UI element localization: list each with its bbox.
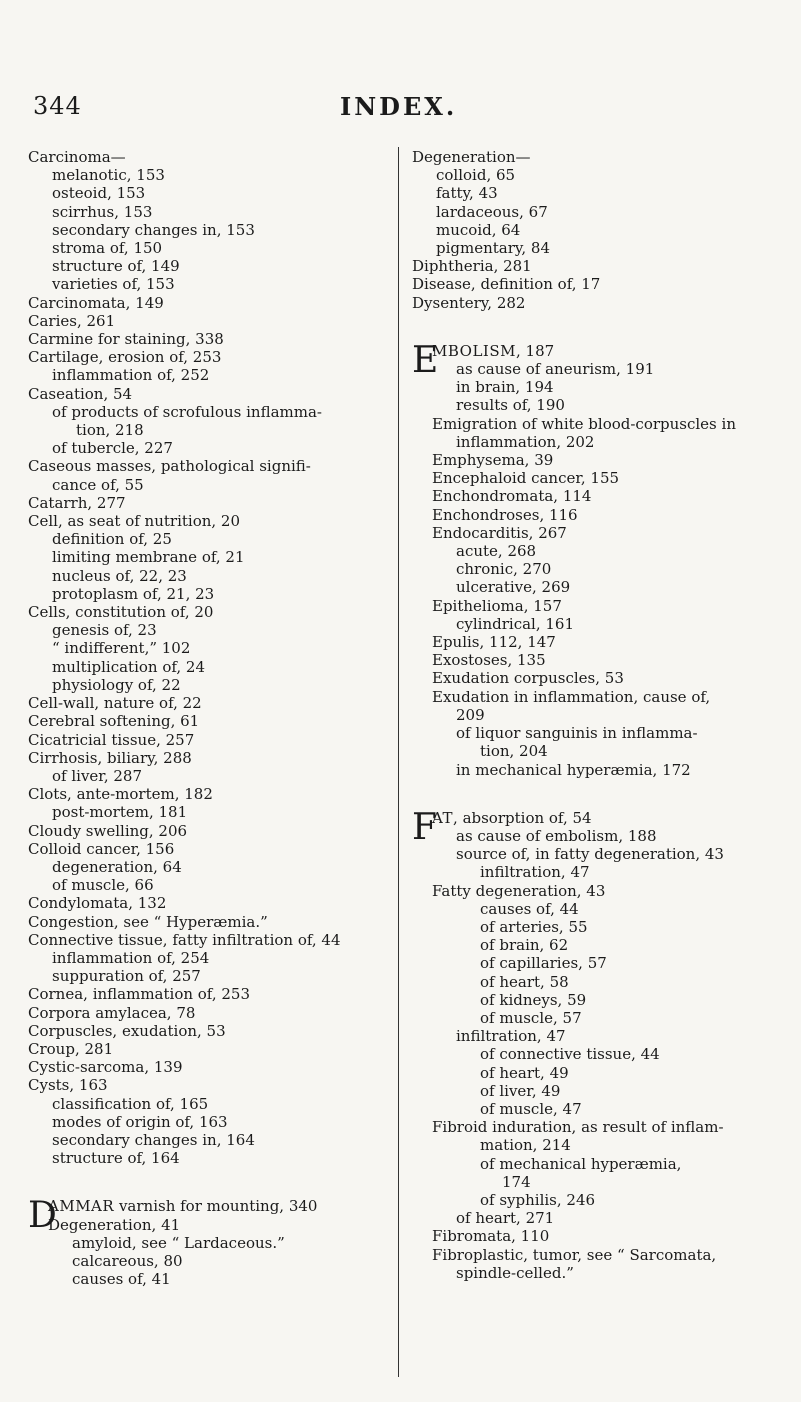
drop-cap-letter: D — [28, 1195, 57, 1237]
index-entry: Congestion, see “ Hyperæmia.” — [28, 912, 268, 931]
left-column — [28, 148, 394, 1288]
index-entry: Enchondromata, 114 — [432, 487, 592, 506]
index-entry: inflammation of, 254 — [52, 948, 210, 967]
index-entry: as cause of aneurism, 191 — [456, 360, 655, 379]
section-d — [28, 1197, 394, 1288]
index-entry: ulcerative, 269 — [456, 578, 571, 597]
index-entry: Cerebral softening, 61 — [28, 712, 200, 731]
index-entry: secondary changes in, 153 — [52, 220, 255, 239]
index-entry: of heart, 58 — [480, 972, 569, 991]
section-e — [412, 339, 797, 779]
index-entry: chronic, 270 — [456, 560, 552, 579]
index-entry: of products of scrofulous inflamma- — [52, 402, 322, 421]
index-entry: of capillaries, 57 — [480, 954, 607, 973]
index-entry: Cicatricial tissue, 257 — [28, 730, 195, 749]
index-entry: source of, in fatty degeneration, 43 — [456, 845, 724, 864]
index-entry: mucoid, 64 — [436, 220, 521, 239]
page-title: INDEX. — [340, 92, 458, 121]
index-entry: in brain, 194 — [456, 378, 554, 397]
index-entry: Epithelioma, 157 — [432, 596, 562, 615]
index-entry: Caseation, 54 — [28, 384, 133, 403]
index-entry: fatty, 43 — [436, 184, 498, 203]
index-entry: Enchondroses, 116 — [432, 505, 578, 524]
column-divider — [398, 147, 399, 1377]
index-entry: varieties of, 153 — [52, 275, 175, 294]
index-entry: 174 — [502, 1172, 531, 1191]
index-entry: structure of, 149 — [52, 257, 180, 276]
index-entry: Fibromata, 110 — [432, 1227, 550, 1246]
index-entry: of mechanical hyperæmia, — [480, 1154, 682, 1173]
index-entry: Disease, definition of, 17 — [412, 275, 601, 294]
index-entry: nucleus of, 22, 23 — [52, 566, 187, 585]
index-entry: infiltration, 47 — [456, 1027, 566, 1046]
index-entry: mation, 214 — [480, 1136, 571, 1155]
index-entry: multiplication of, 24 — [52, 657, 206, 676]
page-number: 344 — [33, 92, 82, 120]
index-entry: Encephaloid cancer, 155 — [432, 469, 620, 488]
index-entry: inflammation of, 252 — [52, 366, 210, 385]
index-entry: Emphysema, 39 — [432, 451, 554, 470]
index-entry: of arteries, 55 — [480, 917, 588, 936]
index-entry: structure of, 164 — [52, 1149, 180, 1168]
index-entry: causes of, 44 — [480, 899, 579, 918]
index-entry: Carcinomata, 149 — [28, 293, 164, 312]
index-entry: MBOLISM, 187 — [432, 341, 555, 360]
index-entry: acute, 268 — [456, 542, 537, 561]
index-entry: of muscle, 47 — [480, 1099, 582, 1118]
index-entry: Emigration of white blood-corpuscles in — [432, 414, 736, 433]
index-entry: AMMAR varnish for mounting, 340 — [48, 1197, 318, 1216]
index-entry: Carcinoma— — [28, 148, 126, 166]
index-entry: of kidneys, 59 — [480, 990, 587, 1009]
index-entry: of syphilis, 246 — [480, 1190, 596, 1209]
index-entry: Corpuscles, exudation, 53 — [28, 1021, 226, 1040]
drop-cap-letter: E — [412, 339, 439, 381]
section-d-continued — [412, 148, 797, 312]
index-entry: post-mortem, 181 — [52, 803, 188, 822]
index-entry: secondary changes in, 164 — [52, 1130, 255, 1149]
index-entry: of brain, 62 — [480, 936, 569, 955]
index-entry: cance of, 55 — [52, 475, 144, 494]
index-entry: results of, 190 — [456, 396, 565, 415]
index-entry: Dysentery, 282 — [412, 293, 526, 312]
index-entry: Cell, as seat of nutrition, 20 — [28, 512, 241, 531]
index-entry: Diphtheria, 281 — [412, 257, 532, 276]
index-entry: Clots, ante-mortem, 182 — [28, 785, 213, 804]
index-entry: genesis of, 23 — [52, 621, 157, 640]
index-entry: Degeneration— — [412, 148, 531, 166]
index-entry: of muscle, 66 — [52, 876, 154, 895]
index-entry: tion, 204 — [480, 742, 548, 761]
index-entry: cylindrical, 161 — [456, 614, 575, 633]
index-entry: calcareous, 80 — [72, 1251, 183, 1270]
small-caps-word: AMMAR — [48, 1197, 115, 1216]
index-entry: of heart, 271 — [456, 1209, 555, 1228]
index-entry: definition of, 25 — [52, 530, 172, 549]
index-entry: AT, absorption of, 54 — [432, 808, 592, 827]
index-entry: Corpora amylacea, 78 — [28, 1003, 196, 1022]
index-entry: classification of, 165 — [52, 1094, 209, 1113]
index-entry: 209 — [456, 705, 485, 724]
index-entry: Connective tissue, fatty infiltration of, 44 — [28, 930, 341, 949]
index-entry: of liver, 49 — [480, 1081, 561, 1100]
index-entry: Condylomata, 132 — [28, 894, 167, 913]
index-entry: of liquor sanguinis in inflamma- — [456, 724, 698, 743]
index-entry: Cirrhosis, biliary, 288 — [28, 748, 192, 767]
index-entry: in mechanical hyperæmia, 172 — [456, 760, 691, 779]
index-entry: spindle-celled.” — [456, 1263, 574, 1282]
index-entry: stroma of, 150 — [52, 239, 163, 258]
index-entry: Epulis, 112, 147 — [432, 633, 556, 652]
index-entry: Cell-wall, nature of, 22 — [28, 694, 202, 713]
index-entry: Exudation corpuscles, 53 — [432, 669, 624, 688]
small-caps-word: MBOLISM — [432, 341, 516, 360]
index-entry: Degeneration, 41 — [48, 1215, 181, 1234]
index-entry: Catarrh, 277 — [28, 493, 126, 512]
index-entry: Cloudy swelling, 206 — [28, 821, 188, 840]
right-column — [412, 148, 797, 1282]
index-entry: Caseous masses, pathological signifi- — [28, 457, 311, 476]
index-entry: infiltration, 47 — [480, 863, 590, 882]
index-entry: of tubercle, 227 — [52, 439, 173, 458]
index-entry: of muscle, 57 — [480, 1008, 582, 1027]
index-entry: osteoid, 153 — [52, 184, 146, 203]
index-entry: Fatty degeneration, 43 — [432, 881, 606, 900]
drop-cap-letter: F — [412, 806, 437, 848]
index-entry: of heart, 49 — [480, 1063, 569, 1082]
index-entry: “ indifferent,” 102 — [52, 639, 191, 658]
index-entry: suppuration of, 257 — [52, 967, 201, 986]
index-entry: Cysts, 163 — [28, 1076, 108, 1095]
index-entry: amyloid, see “ Lardaceous.” — [72, 1233, 285, 1252]
index-entry: Cartilage, erosion of, 253 — [28, 348, 222, 367]
index-entry: Cells, constitution of, 20 — [28, 603, 214, 622]
index-entry: Colloid cancer, 156 — [28, 839, 175, 858]
page-header — [0, 92, 801, 132]
index-entry: pigmentary, 84 — [436, 239, 551, 258]
index-entry: Endocarditis, 267 — [432, 523, 567, 542]
index-entry: of liver, 287 — [52, 766, 142, 785]
index-entry: Cystic-sarcoma, 139 — [28, 1058, 183, 1077]
index-entry: tion, 218 — [76, 421, 144, 440]
index-entry: lardaceous, 67 — [436, 202, 548, 221]
index-entry: Caries, 261 — [28, 311, 116, 330]
index-entry: as cause of embolism, 188 — [456, 826, 657, 845]
section-c — [28, 148, 394, 1167]
index-entry: Fibroid induration, as result of inflam- — [432, 1118, 724, 1137]
index-entry: causes of, 41 — [72, 1270, 171, 1289]
index-entry: Croup, 281 — [28, 1039, 114, 1058]
index-entry: inflammation, 202 — [456, 432, 595, 451]
index-entry: of connective tissue, 44 — [480, 1045, 660, 1064]
index-entry: Cornea, inflammation of, 253 — [28, 985, 250, 1004]
index-entry: colloid, 65 — [436, 166, 516, 185]
index-entry: protoplasm of, 21, 23 — [52, 584, 215, 603]
index-entry: degeneration, 64 — [52, 857, 182, 876]
index-entry: melanotic, 153 — [52, 166, 165, 185]
section-f — [412, 806, 797, 1282]
index-entry: physiology of, 22 — [52, 675, 181, 694]
index-entry: Exudation in inflammation, cause of, — [432, 687, 711, 706]
index-entry: limiting membrane of, 21 — [52, 548, 245, 567]
index-entry: Fibroplastic, tumor, see “ Sarcomata, — [432, 1245, 717, 1264]
small-caps-word: AT — [432, 808, 454, 827]
index-entry: scirrhus, 153 — [52, 202, 153, 221]
index-entry: Carmine for staining, 338 — [28, 330, 224, 349]
index-entry: modes of origin of, 163 — [52, 1112, 228, 1131]
index-entry: Exostoses, 135 — [432, 651, 546, 670]
